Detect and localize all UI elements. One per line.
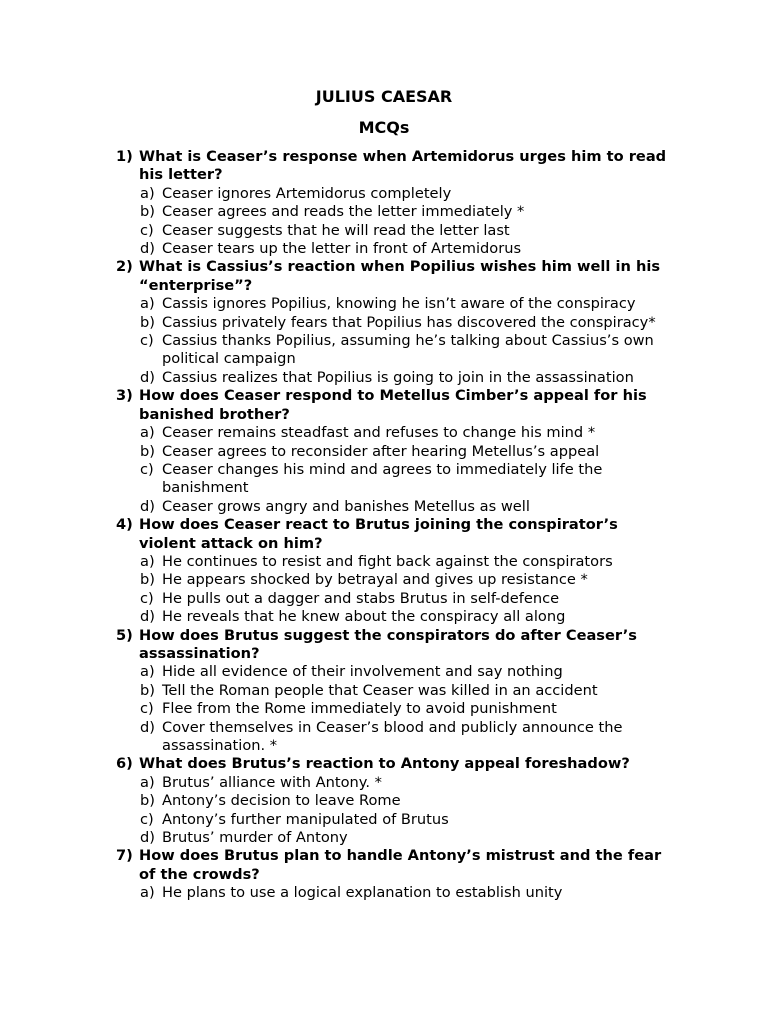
question-text: What does Brutus’s reaction to Antony appeal foreshadow? — [139, 755, 630, 773]
option-letter: b) — [140, 681, 155, 699]
option-text: Ceaser suggests that he will read the letter last — [162, 221, 510, 239]
option-letter: b) — [140, 571, 155, 589]
option-letter: a) — [140, 184, 155, 202]
question — [116, 516, 676, 553]
option-letter: a) — [140, 295, 155, 313]
option-letter: a) — [140, 884, 155, 902]
option-text: He pulls out a dagger and stabs Brutus in self-defence — [162, 589, 560, 607]
option-letter: a) — [140, 663, 155, 681]
option-text: He plans to use a logical explanation to establish unity — [162, 884, 563, 902]
option-text: He continues to resist and fight back against the conspirators — [162, 552, 613, 570]
question — [116, 627, 676, 664]
option-letter: b) — [140, 442, 155, 460]
option-letter: d) — [140, 240, 155, 258]
question-number: 4) — [116, 516, 133, 534]
question — [116, 148, 676, 185]
option-text: Ceaser agrees and reads the letter immediately * — [162, 203, 525, 221]
option-text: Ceaser grows angry and banishes Metellus as well — [162, 497, 530, 515]
option-text: Cassius thanks Popilius, assuming he’s talking about Cassius’s own political campaign — [162, 332, 654, 368]
option-letter: c) — [140, 810, 154, 828]
answer-option — [116, 369, 676, 387]
answer-option — [116, 424, 676, 442]
answer-option — [116, 811, 676, 829]
answer-option — [116, 185, 676, 203]
answer-option — [116, 700, 676, 718]
question-number: 2) — [116, 258, 133, 276]
question-text: How does Brutus suggest the conspirators do after Ceaser’s assassination? — [139, 626, 637, 662]
option-text: Cassius privately fears that Popilius has discovered the conspiracy* — [162, 313, 656, 331]
answer-option — [116, 332, 676, 369]
answer-option — [116, 792, 676, 810]
answer-option — [116, 498, 676, 516]
option-text: Ceaser agrees to reconsider after hearing Metellus’s appeal — [162, 442, 600, 460]
question-number: 7) — [116, 847, 133, 865]
option-letter: d) — [140, 368, 155, 386]
question-text: What is Cassius’s reaction when Popilius wishes him well in his “enterprise”? — [139, 258, 661, 294]
answer-option — [116, 314, 676, 332]
answer-option — [116, 884, 676, 902]
answer-option — [116, 829, 676, 847]
question-number: 6) — [116, 755, 133, 773]
option-text: Antony’s decision to leave Rome — [162, 792, 401, 810]
question — [116, 755, 676, 773]
answer-option — [116, 203, 676, 221]
answer-option — [116, 590, 676, 608]
option-text: Ceaser remains steadfast and refuses to change his mind * — [162, 424, 596, 442]
answer-option — [116, 608, 676, 626]
answer-option — [116, 682, 676, 700]
option-text: He appears shocked by betrayal and gives up resistance * — [162, 571, 588, 589]
option-letter: c) — [140, 589, 154, 607]
option-letter: d) — [140, 497, 155, 515]
option-letter: c) — [140, 460, 154, 478]
option-text: Ceaser changes his mind and agrees to immediately life the banishment — [162, 460, 603, 497]
option-text: Cover themselves in Ceaser’s blood and publicly announce the assassination. * — [162, 718, 623, 754]
answer-option — [116, 240, 676, 258]
option-letter: c) — [140, 221, 154, 239]
option-text: Hide all evidence of their involvement and say nothing — [162, 663, 563, 681]
option-letter: d) — [140, 829, 155, 847]
option-text: Ceaser ignores Artemidorus completely — [162, 184, 452, 202]
question — [116, 258, 676, 295]
answer-option — [116, 553, 676, 571]
answer-option — [116, 719, 676, 756]
question-number: 3) — [116, 387, 133, 405]
question-number: 1) — [116, 148, 133, 165]
option-text: Brutus’ alliance with Antony. * — [162, 773, 382, 791]
option-letter: b) — [140, 313, 155, 331]
answer-option — [116, 461, 676, 498]
answer-option — [116, 295, 676, 313]
option-letter: d) — [140, 608, 155, 626]
question-text: How does Brutus plan to handle Antony’s mistrust and the fear of the crowds? — [139, 847, 662, 883]
document-title: JULIUS CAESAR — [315, 87, 453, 106]
option-letter: b) — [140, 792, 155, 810]
question-number: 5) — [116, 626, 133, 644]
option-text: Flee from the Rome immediately to avoid punishment — [162, 700, 557, 718]
question-list — [116, 148, 676, 903]
option-letter: d) — [140, 718, 155, 736]
option-text: Cassius realizes that Popilius is going to join in the assassination — [162, 368, 634, 386]
option-text: Brutus’ murder of Antony — [162, 829, 348, 847]
answer-option — [116, 571, 676, 589]
question-text: How does Ceaser respond to Metellus Cimber’s appeal for his banished brother? — [139, 387, 647, 423]
option-letter: a) — [140, 773, 155, 791]
option-letter: c) — [140, 700, 154, 718]
option-letter: a) — [140, 424, 155, 442]
question-text: What is Ceaser’s response when Artemidorus urges him to read his letter? — [139, 148, 667, 184]
option-text: Antony’s further manipulated of Brutus — [162, 810, 449, 828]
answer-option — [116, 222, 676, 240]
option-letter: a) — [140, 552, 155, 570]
option-text: Cassis ignores Popilius, knowing he isn’t aware of the conspiracy — [162, 295, 636, 313]
answer-option — [116, 443, 676, 461]
question-text: How does Ceaser react to Brutus joining the conspirator’s violent attack on him? — [139, 516, 618, 552]
answer-option — [116, 774, 676, 792]
answer-option — [116, 663, 676, 681]
question — [116, 387, 676, 424]
question — [116, 847, 676, 884]
option-text: Ceaser tears up the letter in front of Artemidorus — [162, 240, 522, 258]
option-text: He reveals that he knew about the conspiracy all along — [162, 608, 566, 626]
option-letter: b) — [140, 203, 155, 221]
option-text: Tell the Roman people that Ceaser was killed in an accident — [162, 681, 598, 699]
option-letter: c) — [140, 332, 154, 350]
document-subtitle: MCQs — [358, 118, 410, 137]
